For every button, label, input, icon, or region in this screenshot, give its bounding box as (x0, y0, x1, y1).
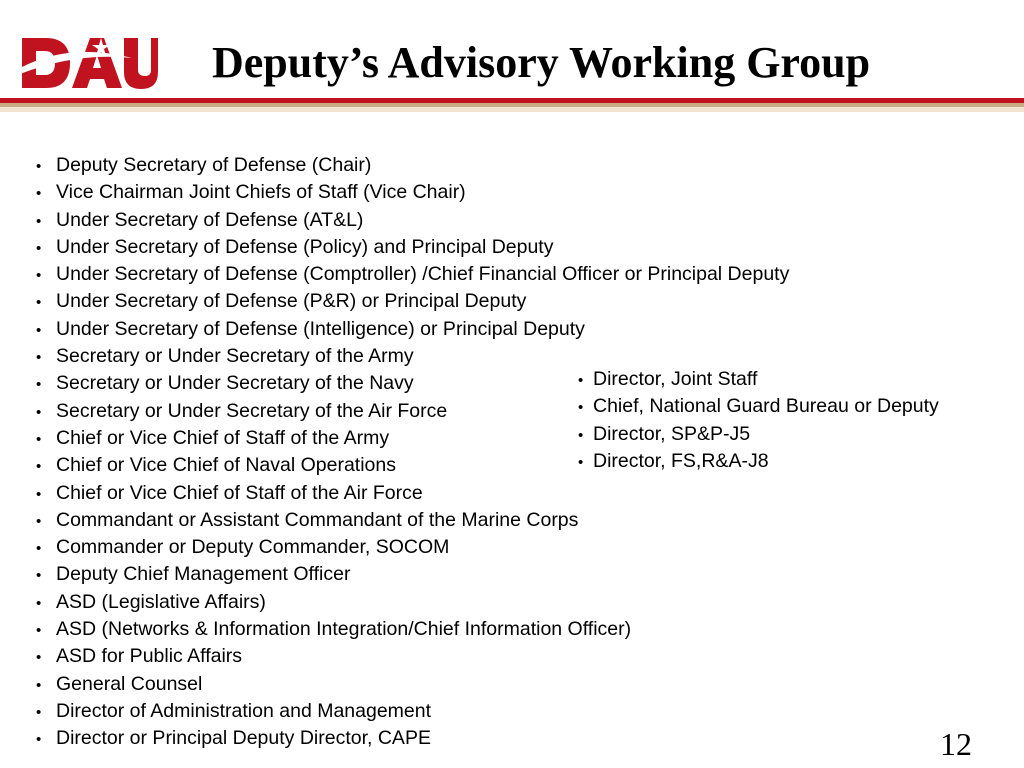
list-item (36, 207, 789, 234)
member-label: Under Secretary of Defense (P&R) or Principal Deputy (56, 290, 527, 313)
list-item (36, 261, 789, 288)
page-number: 12 (940, 726, 972, 762)
list-item (36, 480, 789, 507)
list-item (36, 616, 789, 643)
bullet-icon: • (578, 372, 584, 389)
advisor-label: Chief, National Guard Bureau or Deputy (593, 395, 939, 418)
bullet-icon: • (36, 458, 42, 476)
bullet-icon: • (36, 267, 42, 285)
bullet-icon: • (36, 403, 42, 421)
list-item (578, 393, 939, 420)
bullet-icon: • (36, 676, 42, 694)
list-item (578, 448, 939, 475)
member-label: Director of Administration and Management (56, 699, 432, 722)
advisor-label: Director, Joint Staff (593, 368, 758, 390)
bullet-icon: • (36, 185, 42, 203)
member-label: Secretary or Under Secretary of the Army (56, 345, 414, 368)
bullet-icon: • (578, 399, 584, 417)
bullet-icon: • (36, 512, 42, 530)
bullet-icon: • (36, 594, 42, 612)
bullet-icon: • (36, 349, 42, 367)
advisor-list (578, 366, 939, 475)
list-item (36, 179, 789, 206)
member-label: Vice Chairman Joint Chiefs of Staff (Vice Chair) (56, 181, 466, 204)
bullet-icon: • (578, 426, 584, 444)
bullet-icon: • (36, 731, 42, 749)
bullet-icon: • (36, 703, 42, 721)
bullet-icon: • (578, 453, 584, 471)
member-label: Secretary or Under Secretary of the Navy (56, 372, 414, 395)
bullet-icon: • (36, 212, 42, 230)
member-label: Under Secretary of Defense (Policy) and Principal Deputy (56, 235, 554, 258)
member-label: Commander or Deputy Commander, SOCOM (56, 536, 450, 559)
list-item (36, 671, 789, 698)
member-label: ASD (Legislative Affairs) (56, 590, 266, 613)
member-label: Under Secretary of Defense (Comptroller) /Chief Financial Officer or Principal Deputy (56, 263, 790, 286)
bullet-icon: • (36, 294, 42, 312)
list-item (36, 643, 789, 670)
member-label: Secretary or Under Secretary of the Air Force (56, 399, 448, 422)
bullet-icon: • (36, 540, 42, 558)
member-label: Under Secretary of Defense (AT&L) (56, 208, 364, 231)
dau-logo (20, 34, 160, 92)
list-item (36, 561, 789, 588)
member-label: Chief or Vice Chief of Naval Operations (56, 454, 396, 477)
bullet-icon: • (36, 622, 42, 640)
member-label: ASD (Networks & Information Integration/Chief Information Officer) (56, 618, 632, 641)
member-label: Deputy Chief Management Officer (56, 563, 351, 586)
bullet-icon: • (36, 321, 42, 339)
member-label: Chief or Vice Chief of Staff of the Air Force (56, 481, 423, 504)
advisor-label: Director, FS,R&A-J8 (593, 449, 769, 472)
bullet-icon: • (36, 158, 42, 175)
member-label: Director or Principal Deputy Director, CAPE (56, 727, 431, 750)
header-rule-cream (0, 107, 1024, 112)
bullet-icon: • (36, 239, 42, 257)
list-item (36, 725, 789, 752)
list-item (36, 589, 789, 616)
list-item (36, 234, 789, 261)
bullet-icon: • (36, 485, 42, 503)
member-label: Under Secretary of Defense (Intelligence) or Principal Deputy (56, 317, 585, 340)
member-label: Deputy Secretary of Defense (Chair) (56, 154, 372, 176)
list-item (36, 288, 789, 315)
bullet-icon: • (36, 376, 42, 394)
member-label: Commandant or Assistant Commandant of the Marine Corps (56, 508, 579, 531)
logo-letter-u (124, 38, 158, 89)
member-label: Chief or Vice Chief of Staff of the Army (56, 426, 390, 449)
bullet-icon: • (36, 567, 42, 585)
list-item (36, 316, 789, 343)
list-item (578, 421, 939, 448)
advisor-label: Director, SP&P-J5 (593, 422, 751, 445)
bullet-icon: • (36, 430, 42, 448)
page-title: Deputy’s Advisory Working Group (212, 38, 871, 87)
list-item (36, 534, 789, 561)
list-item (36, 507, 789, 534)
member-label: General Counsel (56, 672, 203, 695)
bullet-icon: • (36, 649, 42, 667)
list-item (36, 152, 789, 179)
list-item (578, 366, 939, 393)
list-item (36, 698, 789, 725)
member-label: ASD for Public Affairs (56, 645, 243, 668)
